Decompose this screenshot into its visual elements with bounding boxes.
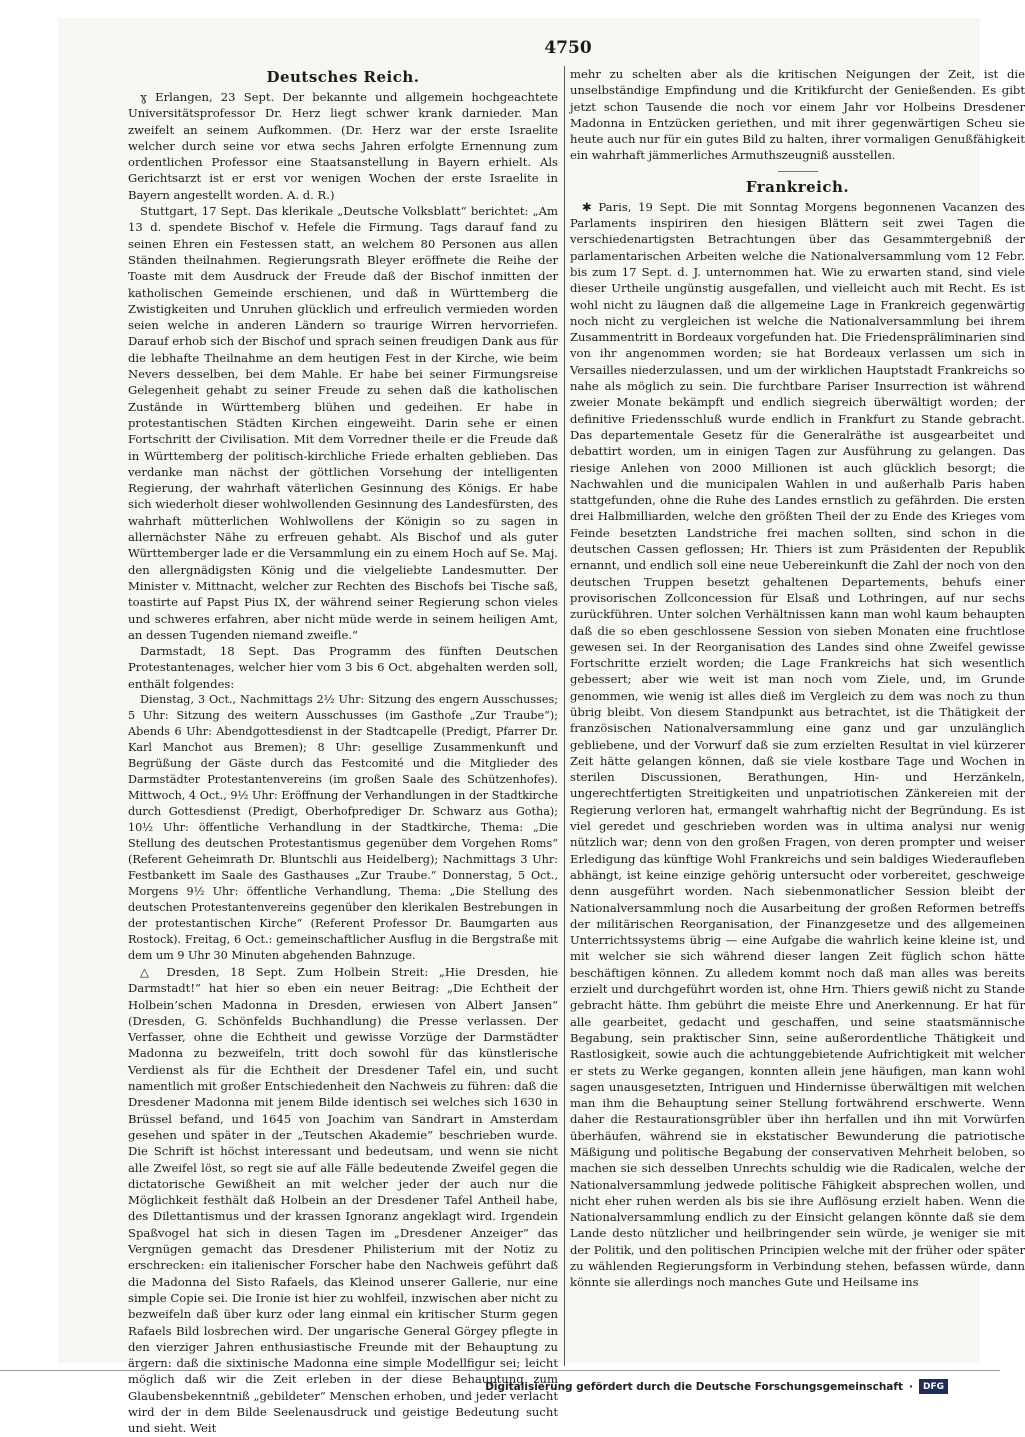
section-heading-frankreich: Frankreich.: [745, 177, 850, 196]
section-heading-deutsches-reich: Deutsches Reich.: [266, 68, 420, 86]
article-erlangen: ɣ Erlangen, 23 Sept. Der bekannte und allgemein hochgeachtete Universitätsprofessor Dr. Herz liegt schwer krank darnieder. Man zweifelt an seinem Aufkommen. (Dr. Herz war der erste Israelite welcher durch seine vor etwa sechs Jahren erfolgte Ernennung zum ordentlichen Professor eine Staatsanstellung in Bayern erhielt. Als Gerichtsarzt ist er erst vor wenigen Wochen der erste Israelite in Bayern angestellt worden. A. d. R.): [128, 90, 558, 202]
page-number: 4750: [544, 38, 592, 58]
dfg-logo: DFG: [919, 1379, 948, 1394]
column-divider: [564, 66, 565, 1366]
footer-separator-icon: ·: [908, 1380, 913, 1393]
footer-credit: Digitalisierung gefördert durch die Deutsche Forschungsgemeinschaft: [485, 1380, 903, 1393]
article-stuttgart: Stuttgart, 17 Sept. Das klerikale „Deutsche Volksblatt“ berichtet: „Am 13 d. spendete Bischof v. Hefele die Firmung. Tags darauf fand zu seinen Ehren ein Festessen statt, an welchem 80 Personen aus allen Ständen theilnahmen. Regierungsrath Bleyer eröffnete die Reihe der Toaste mit dem Ausdruck der Freude daß der Bischof inmitten der katholischen Gemeinde erschienen, und daß in Württemberg die Zwistigkeiten und Unruhen glücklich und erfreulich vermieden worden seien welche in anderen Ländern so traurige Wirren hervorriefen. Darauf erhob sich der Bischof und sprach seinen freudigen Dank aus für die lebhafte Theilnahme an dem heutigen Fest in der Kirche, wie beim Nevers desselben, bei dem Mahle. Er habe bei seiner Firmungsreise Gelegenheit gehabt zu seiner Freude zu sehen daß die katholischen Zustände in Württemberg blühen und gedeihen. Er habe in protestantischen Städten Kirchen eingeweiht. Darin sehe er einen Fortschritt der Civilisation. Mit dem Vorredner theile er die Freude daß in Württemberg der politisch-kirchliche Friede erhalten geblieben. Das verdanke man nächst der göttlichen Vorsehung der intelligenten Regierung, der wahrhaft väterlichen Gesinnung des Königs. Er habe sich wiederholt dieser wohlwollenden Gesinnung des Landesfürsten, des wahrhaft mütterlichen Wohlwollens der Königin so zu sagen in allernächster Nähe zu erfreuen gehabt. Als Bischof und als guter Württemberger lade er die Versammlung ein zu einem Hoch auf Se. Maj. den allergnädigsten König und die vielgeliebte Landesmutter. Der Minister v. Mittnacht, welcher zur Rechten des Bischofs bei Tische saß, toastirte auf Papst Pius IX, der während seiner Regierung schon vieles und schweres erfahren, aber nicht müde werde in seinem heiligen Amt, an dessen Tugenden niemand zweifle.“: [128, 204, 558, 642]
article-darmstadt-programme: Dienstag, 3 Oct., Nachmittags 2½ Uhr: Sitzung des engern Ausschusses; 5 Uhr: Sitzung des weitern Ausschusses (im Gasthofe „Zur Traube“); Abends 6 Uhr: Abendgottesdienst in der Stadtcapelle (Predigt, Pfarrer Dr. Karl Manchot aus Bremen); 8 Uhr: gesellige Zusammenkunft und Begrüßung der Gäste durch das Festcomité und die Mitglieder des Darmstädter Protestantenvereins (im großen Saale des Schützenhofes). Mittwoch, 4 Oct., 9½ Uhr: Eröffnung der Verhandlungen in der Stadtkirche durch Gottesdienst (Predigt, Oberhofprediger Dr. Schwarz aus Gotha); 10½ Uhr: öffentliche Verhandlung in der Stadtkirche, Thema: „Die Stellung des deutschen Protestantismus gegenüber dem Vorgehen Roms“ (Referent Geheimrath Dr. Bluntschli aus Heidelberg); Nachmittags 3 Uhr: Festbankett im Saale des Gasthauses „Zur Traube.“ Donnerstag, 5 Oct., Morgens 9½ Uhr: öffentliche Verhandlung, Thema: „Die Stellung des deutschen Protestantenvereins gegenüber den klerikalen Bestrebungen in der protestantischen Kirche“ (Referent Professor Dr. Baumgarten aus Rostock). Freitag, 6 Oct.: gemeinschaftlicher Ausflug in die Bergstraße mit dem um 9 Uhr 30 Minuten abgehenden Bahnzuge.: [128, 692, 558, 962]
left-column: [128, 66, 558, 1436]
article-paris: ✱ Paris, 19 Sept. Die mit Sonntag Morgens begonnenen Vacanzen des Parlaments inspiriren den hiesigen Blättern seit zwei Tagen die verschiedenartigsten Betrachtungen über das Gesammtergebniß der parlamentarischen Arbeiten welche die Nationalversammlung vom 12 Febr. bis zum 17 Sept. d. J. unternommen hat. Wie zu erwarten stand, sind viele dieser Urtheile ungünstig ausgefallen, und vielleicht auch mit Recht. Es ist wohl nicht zu läugnen daß die allgemeine Lage in Frankreich gegenwärtig noch nicht zu vergleichen ist welche die Nationalversammlung bei ihrem Zusammentritt in Bordeaux vorgefunden hat. Die Friedenspräliminarien sind von ihr angenommen worden; sie hat Bordeaux verlassen um sich in Versailles niederzulassen, und um der wirklichen Hauptstadt Frankreichs so nahe als möglich zu sein. Die furchtbare Pariser Insurrection ist während zweier Monate bekämpft und endlich siegreich überwältigt worden; der definitive Friedensschluß wurde endlich in Frankfurt zu Stande gebracht. Das departementale Gesetz für die Generalräthe ist ausgearbeitet und debattirt worden, um in einigen Tagen zur Ausführung zu gelangen. Das riesige Anlehen von 2000 Millionen ist auch glücklich besorgt; die Nachwahlen und die municipalen Wahlen in und außerhalb Paris haben stattgefunden, ohne die Ruhe des Landes ernstlich zu gefährden. Die ersten drei Halbmilliarden, welche den größten Theil der zu Ende des Krieges vom Feinde besetzten Landstriche frei machen sollten, sind schon in die deutschen Cassen geflossen; Hr. Thiers ist zum Präsidenten der Republik ernannt, und endlich soll eine neue Uebereinkunft die Zahl der noch von den deutschen Truppen besetzt gehaltenen Departements, behufs einer provisorischen Zollconcession für Elsaß und Lothringen, auf nur sechs zurückführen. Unter solchen Verhältnissen kann man wohl kaum behaupten daß die so eben geschlossene Session von sieben Monaten eine fruchtlose gewesen sei. In der Reorganisation des Landes sind ohne Zweifel gewisse Fortschritte erzielt worden; die Lage Frankreichs hat sich wesentlich gebessert; aber wie weit ist man noch vom Ziele, und, im Grunde genommen, wie wenig ist alles dieß im Vergleich zu dem was noch zu thun übrig bleibt. Von diesem Standpunkt aus betrachtet, ist die Thätigkeit der französischen Nationalversammlung eine ganz und gar unzulänglich gebliebene, und der Vorwurf daß sie zum erzielten Resultat in viel kürzerer Zeit hätte gelangen können, daß sie viele kostbare Tage und Wochen in sterilen Discussionen, Berathungen, Hin- und Herzänkeln, ungerechtfertigten Streitigkeiten und unpatriotischen Zänkereien mit der Regierung verloren hat, ermangelt wahrhaftig nicht der Begründung. Es ist viel geredet und geschrieben worden was in ultima analysi nur wenig nützlich war; denn von den großen Fragen, von deren prompter und weiser Erledigung das künftige Wohl Frankreichs und sein baldiges Wiederaufleben abhängt, ist keine einzige gehörig untersucht oder vorbereitet, geschweige denn ausgeführt worden. Nach siebenmonatlicher Session bleibt der Nationalversammlung noch die Ausarbeitung der großen Reformen betreffs der militärischen Reorganisation, der Finanzgesetze und des allgemeinen Unterrichtssystems übrig — eine Aufgabe die wahrlich keine kleine ist, und mit welcher sie sich während dieser langen Zeit füglich schon hätte beschäftigen können. Zu alledem kommt noch daß man alles was bereits erzielt und durchgeführt worden ist, ohne Hrn. Thiers gewiß nicht zu Stande gebracht hätte. Ihm gebührt die meiste Ehre und Anerkennung. Er hat für alle gearbeitet, gedacht und geschaffen, und seine staatsmännische Begabung, sein praktischer Sinn, seine außerordentliche Thätigkeit und Rastlosigkeit, sowie auch die achtunggebietende Aufrichtigkeit mit welcher er stets zu Werke gegangen, konnten allein jene häufigen, man kann wohl sagen unausgesetzten, Intriguen und Hindernisse überwältigen mit welchen man ihm die Behauptung seiner Stellung fortwährend erschwerte. Wenn daher die Restaurationsgrübler über ihn herfallen und ihn mit Vorwürfen überhäufen, während sie in ekstatischer Bewunderung die patriotische Mäßigung und politische Begabung der conservativen Mehrheit beloben, so machen sie sich desselben Unrechts schuldig wie die Radicalen, welche der Nationalversammlung jedwede politische Fähigkeit absprechen wollen, und nicht eher ruhen werden als bis sie ihre Auflösung erzielt haben. Wenn die Nationalversammlung endlich zu der Einsicht gelangen könnte daß sie dem Lande desto nützlicher und heilbringender sein würde, je weniger sie mit der Politik, und den politischen Principien welche mit der früher oder später zu wählenden Regierungsform in Verbindung stehen, befassen würde, dann könnte sie allerdings noch manches Gute und Heilsame ins: [570, 199, 1025, 1290]
article-dresden-continuation: mehr zu schelten aber als die kritischen Neigungen der Zeit, ist die unselbständige Empfindung und die Kritikfurcht der Genießenden. Es gibt jetzt schon Tausende die noch vor einem Jahr vor Holbeins Dresdener Madonna in Entzücken geriethen, und mit ihrer gegenwärtigen Scheu sie heute auch nur für ein gutes Bild zu halten, ihrer vormaligen Genußfähigkeit ein wahrhaft jämmerliches Armuthszeugniß ausstellen.: [570, 67, 1025, 163]
right-column: [570, 66, 1025, 1364]
footer: [485, 1379, 948, 1394]
section-separator: [778, 171, 818, 172]
article-dresden: △ Dresden, 18 Sept. Zum Holbein Streit: „Hie Dresden, hie Darmstadt!“ hat hier so eben ein neuer Beitrag: „Die Echtheit der Holbein’schen Madonna in Dresden, erwiesen von Albert Jansen“ (Dresden, G. Schönfelds Buchhandlung) die Presse verlassen. Der Verfasser, ohne die Echtheit und gewisse Vorzüge der Darmstädter Madonna zu bezweifeln, tritt doch sowohl für das künstlerische Verdienst als für die Echtheit der Dresdener Tafel ein, und sucht namentlich mit großer Entschiedenheit den Nachweis zu führen: daß die Dresdener Madonna mit jenem Bilde identisch sei welches sich 1630 in Brüssel befand, und 1645 von Joachim van Sandrart in Amsterdam gesehen und später in der „Teutschen Akademie“ beschrieben wurde. Die Schrift ist höchst interessant und bedeutsam, und wenn sie nicht alle Zweifel löst, so regt sie auf alle Fälle bedeutende Zweifel gegen die dictatorische Gewißheit an mit welcher jeder der auch nur die Möglichkeit festhält daß Holbein an der Dresdener Tafel Antheil habe, des Dilettantismus und der krassen Ignoranz angeklagt wird. Irgendein Spaßvogel hat sich in diesen Tagen im „Dresdener Anzeiger“ das Vergnügen gemacht das Dresdener Philisterium mit der Notiz zu erschrecken: ein italienischer Forscher habe den Nachweis geführt daß die Madonna del Sisto Rafaels, das Kleinod unserer Gallerie, nur eine simple Copie sei. Die Ironie ist hier zu wohlfeil, inzwischen aber nicht zu bezweifeln daß über kurz oder lang einmal ein kritischer Sturm gegen Rafaels Bild losbrechen wird. Der ungarische General Görgey pflegte in den vierziger Jahren enthusiastische Freunde mit der Behauptung zu ärgern: daß die sixtinische Madonna eine simple Modellfigur sei; leicht möglich daß wir die Zeit erleben in der diese Behauptung zum Glaubensbekenntniß „gebildeter“ Menschen erhoben, und jeder verlacht wird der in dem Bilde Seelenausdruck und geistige Bedeutung sucht und sieht. Weit: [128, 964, 558, 1436]
article-darmstadt: Darmstadt, 18 Sept. Das Programm des fünften Deutschen Protestantenages, welcher hier vom 3 bis 6 Oct. abgehalten werden soll, enthält folgendes:: [128, 644, 558, 691]
footer-rule: [0, 1370, 1000, 1371]
